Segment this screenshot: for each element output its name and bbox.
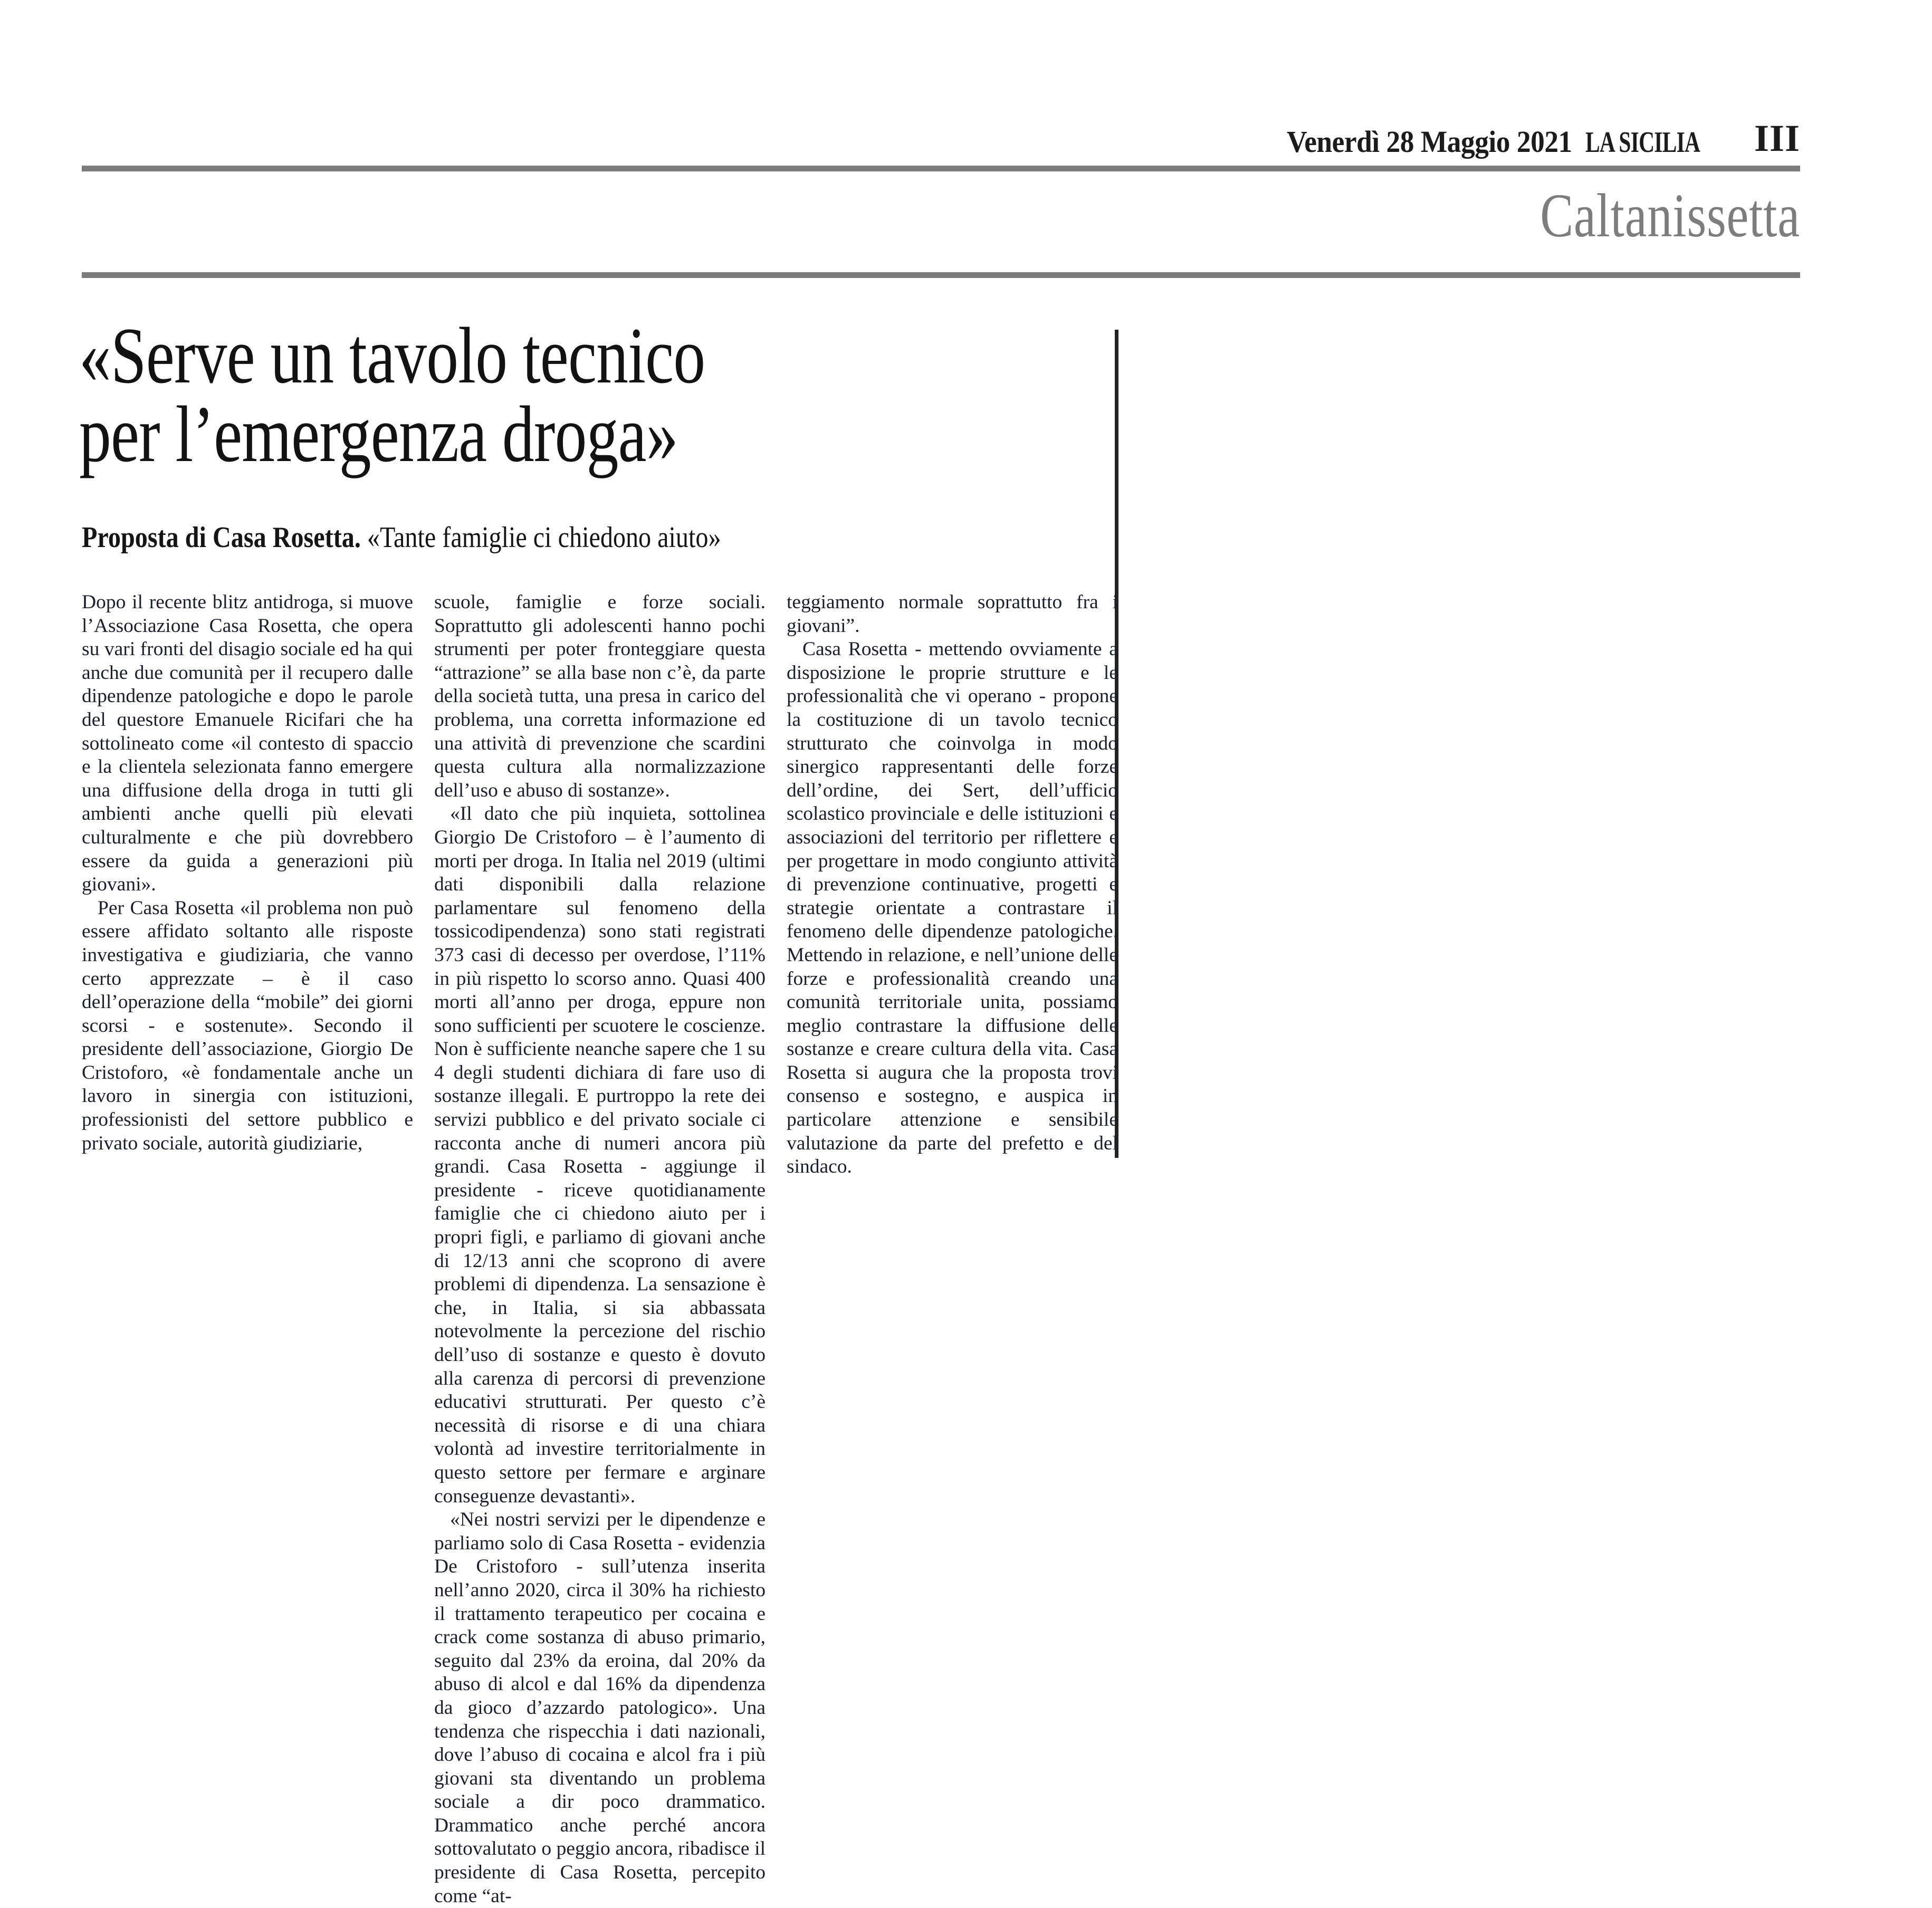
paragraph: Casa Rosetta - mettendo ovviamente a disposizione le proprie strutture e le professionalità che vi operano - propone la costituzione di un tavolo tecnico strutturato che coinvolga in modo sinergico rappresentanti delle forze dell’ordine, dei Sert, dell’ufficio scolastico provinciale e delle istituzioni e associazioni del territorio per riflettere e per progettare in modo congiunto attività di prevenzione continuative, progetti e strategie orientate a contrastare il fenomeno delle dipendenze patologiche. Mettendo in relazione, e nell’unione delle forze e professionalità creando una comunità territoriale unita, possiamo meglio contrastare la diffusione delle sostanze e creare cultura della vita. Casa Rosetta si augura che la proposta trovi consenso e sostegno, e auspica in particolare attenzione e sensibile valutazione da parte del prefetto e del sindaco.	[787, 638, 1118, 1178]
header-rule-bottom	[82, 272, 1800, 278]
paragraph: teggiamento normale soprattutto fra i giovani”.	[787, 591, 1118, 637]
subhead-lead: Proposta di Casa Rosetta.	[82, 521, 361, 554]
article-column-1	[82, 591, 413, 1155]
section-title: Caltanissetta	[1540, 181, 1800, 250]
paragraph: «Nei nostri servizi per le dipendenze e parliamo solo di Casa Rosetta - evidenzia De Cristoforo - sull’utenza inserita nell’anno 2020, circa il 30% ha richiesto il trattamento terapeutico per cocaina e crack come sostanza di abuso primario, seguito dal 23% da eroina, dal 20% da abuso di alcol e dal 16% da dipendenza da gioco d’azzardo patologico». Una tendenza che rispecchia i dati nazionali, dove l’abuso di cocaina e alcol fra i più giovani sta diventando un problema sociale a dir poco drammatico. Drammatico anche perché ancora sottovalutato o peggio ancora, ribadisce il presidente di Casa Rosetta, percepito come “at-	[434, 1509, 766, 1907]
masthead-logo: LA SICILIA	[1585, 126, 1700, 159]
paragraph: Per Casa Rosetta «il problema non può essere affidato soltanto alle risposte investigativa e giudiziaria, che vanno certo apprezzate – è il caso dell’operazione della “mobile” dei giorni scorsi - e sostenute». Secondo il presidente dell’associazione, Giorgio De Cristoforo, «è fondamentale anche un lavoro in sinergia con istituzioni, professionisti del settore pubblico e privato sociale, autorità giudiziarie,	[82, 897, 413, 1154]
header-rule-top	[82, 166, 1800, 171]
paragraph: scuole, famiglie e forze sociali. Soprattutto gli adolescenti hanno pochi strumenti per poter fronteggiare questa “attrazione” se alla base non c’è, da parte della società tutta, una presa in carico del problema, una corretta informazione ed una attività di prevenzione che scardini questa cultura alla normalizzazione dell’uso e abuso di sostanze».	[434, 591, 766, 801]
paragraph: Dopo il recente blitz antidroga, si muove l’Associazione Casa Rosetta, che opera su vari fronti del disagio sociale ed ha qui anche due comunità per il recupero dalle dipendenze patologiche e dopo le parole del questore Emanuele Ricifari che ha sottolineato come «il contesto di spaccio e la clientela selezionata fanno emergere una diffusione della droga in tutti gli ambienti anche quelli più elevati culturalmente e che più dovrebbero essere da guida a generazioni più giovani».	[82, 591, 413, 896]
headline-line-2: per l’emergenza droga»	[79, 389, 678, 478]
article-column-3	[787, 591, 1118, 1179]
masthead	[82, 115, 1800, 157]
masthead-page-number: III	[1754, 117, 1800, 159]
masthead-date: Venerdì 28 Maggio 2021	[1286, 124, 1572, 159]
article-subhead	[82, 522, 989, 553]
article-column-2	[434, 591, 766, 1908]
subhead-quote: «Tante famiglie ci chiedono aiuto»	[360, 521, 721, 554]
paragraph: «Il dato che più inquieta, sottolinea Giorgio De Cristoforo – è l’aumento di morti per droga. In Italia nel 2019 (ultimi dati disponibili dalla relazione parlamentare sul fenomeno della tossicodipendenza) sono stati registrati 373 casi di decesso per overdose, l’11% in più rispetto lo scorso anno. Quasi 400 morti all’anno per droga, eppure non sono sufficienti per scuotere le coscienze. Non è sufficiente neanche sapere che 1 su 4 degli studenti dichiara di fare uso di sostanze illegali. E purtroppo la rete dei servizi pubblico e del privato sociale ci racconta anche di numeri ancora più grandi. Casa Rosetta - aggiunge il presidente - riceve quotidianamente famiglie che ci chiedono aiuto per i propri figli, e parliamo di giovani anche di 12/13 anni che scoprono di avere problemi di dipendenza. La sensazione è che, in Italia, si sia abbassata notevolmente la percezione del rischio dell’uso di sostanze e questo è dovuto alla carenza di percorsi di prevenzione educativi strutturati. Per questo c’è necessità di risorse e di una chiara volontà ad investire territorialmente in questo settore per fermare e arginare conseguenze devastanti».	[434, 803, 766, 1507]
headline-line-1: «Serve un tavolo tecnico	[79, 311, 705, 400]
article-headline	[79, 311, 906, 478]
